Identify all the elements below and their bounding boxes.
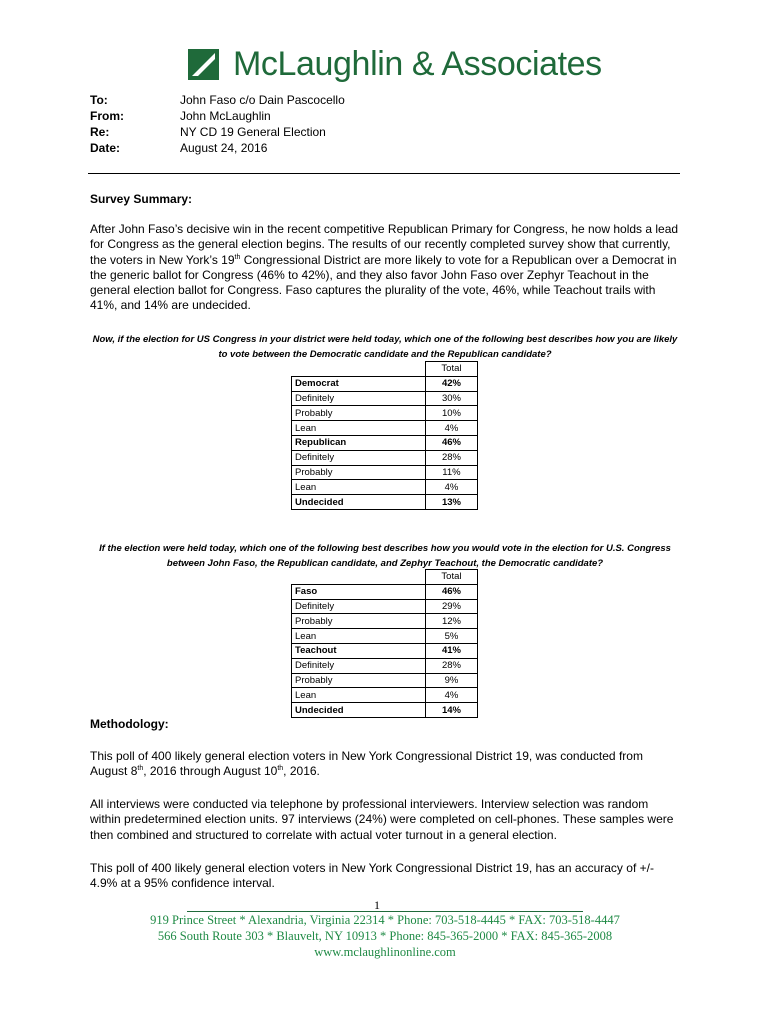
methodology-paragraph-1	[90, 749, 680, 780]
row-label: Probably	[292, 673, 426, 688]
methodology-text-b: , 2016 through August 10	[143, 764, 278, 779]
table-row	[292, 450, 478, 465]
table-row	[292, 643, 478, 658]
row-label: Faso	[292, 584, 426, 599]
question-2-text: If the election were held today, which one of the following best describes how you would vote in the election for U.S. Congress between John Faso, the Republican candidate, and Zephyr Teachout, the Democratic candidate?	[99, 543, 671, 569]
memo-header	[90, 92, 345, 156]
row-value: 46%	[425, 435, 477, 450]
row-label: Definitely	[292, 391, 426, 406]
methodology-text-c: , 2016.	[283, 764, 320, 779]
table-row	[292, 599, 478, 614]
table-row	[292, 421, 478, 436]
memo-from-row	[90, 108, 345, 124]
table-row	[292, 495, 478, 510]
memo-date-label: Date:	[90, 141, 121, 155]
row-value: 28%	[425, 450, 477, 465]
row-value: 9%	[425, 673, 477, 688]
row-label: Lean	[292, 629, 426, 644]
row-value: 13%	[425, 495, 477, 510]
table-header-total: Total	[425, 362, 477, 377]
row-label: Probably	[292, 465, 426, 480]
question-2-table	[291, 569, 478, 718]
row-value: 14%	[425, 703, 477, 718]
row-label: Lean	[292, 688, 426, 703]
row-label: Probably	[292, 614, 426, 629]
row-label: Teachout	[292, 643, 426, 658]
question-1-text: Now, if the election for US Congress in your district were held today, which one of the following best describes how you are likely to vote between the Democratic candidate and the Republican candidate?	[92, 334, 678, 360]
row-label: Democrat	[292, 376, 426, 391]
row-value: 11%	[425, 465, 477, 480]
row-label: Probably	[292, 406, 426, 421]
row-value: 46%	[425, 584, 477, 599]
methodology-sup-2: th	[277, 765, 284, 773]
memo-to-label: To:	[90, 93, 108, 107]
memo-re-label: Re:	[90, 125, 110, 139]
table-row	[292, 391, 478, 406]
table-row	[292, 480, 478, 495]
table-row	[292, 435, 478, 450]
row-value: 10%	[425, 406, 477, 421]
memo-re-row	[90, 124, 345, 140]
row-value: 41%	[425, 643, 477, 658]
logo-mark-icon	[188, 49, 219, 80]
row-value: 4%	[425, 421, 477, 436]
memo-to-value: John Faso c/o Dain Pascocello	[180, 93, 345, 107]
row-label: Undecided	[292, 703, 426, 718]
row-value: 28%	[425, 658, 477, 673]
row-label: Lean	[292, 480, 426, 495]
memo-re-value: NY CD 19 General Election	[180, 125, 326, 139]
row-label: Undecided	[292, 495, 426, 510]
memo-date-row	[90, 140, 345, 156]
methodology-title: Methodology:	[90, 717, 169, 731]
row-value: 5%	[425, 629, 477, 644]
table-header-row	[292, 570, 478, 585]
memo-date-value: August 24, 2016	[180, 141, 268, 155]
row-value: 42%	[425, 376, 477, 391]
row-value: 30%	[425, 391, 477, 406]
summary-text-a: After John Faso’s decisive win in the recent competitive Republican Primary for Congress, he now holds a lead for Congress as the general election begins. The results of our recently completed survey show that currently, the voters in New York’s 19	[90, 222, 679, 267]
table-header-total: Total	[425, 570, 477, 585]
table-row	[292, 629, 478, 644]
summary-text-b: Congressional District are more likely to vote for a Republican over a Democrat in the generic ballot for Congress (46% to 42%), and they also favor John Faso over Zephyr Teachout in the general election ballot for Congress. Faso captures the plurality of the vote, 46%, while Teachout trails with 41%, and 14% are undecided.	[90, 252, 677, 313]
memo-from-value: John McLaughlin	[180, 109, 271, 123]
methodology-paragraph-2: All interviews were conducted via telephone by professional interviewers. Interview selection was random within predetermined election units. 97 interviews (24%) were completed on cell-phones. These samples were then combined and structured to correlate with actual voter turnout in a general election.	[90, 797, 674, 842]
methodology-text-a: This poll of 400 likely general election voters in New York Congressional District 19, was conducted from August 8	[90, 749, 643, 779]
survey-summary-paragraph	[90, 222, 680, 314]
table-row	[292, 584, 478, 599]
footer-address-1: 919 Prince Street * Alexandria, Virginia 22314 * Phone: 703-518-4445 * FAX: 703-518-4447	[150, 913, 620, 927]
row-value: 29%	[425, 599, 477, 614]
footer-website[interactable]: www.mclaughlinonline.com	[314, 945, 456, 959]
table-row	[292, 673, 478, 688]
table-row	[292, 376, 478, 391]
summary-sup: th	[234, 253, 241, 261]
table-header-row	[292, 362, 478, 377]
page-number: 1	[374, 898, 380, 912]
table-row	[292, 658, 478, 673]
methodology-paragraph-3: This poll of 400 likely general election voters in New York Congressional District 19, has an accuracy of +/- 4.9% at a 95% confidence interval.	[90, 861, 654, 891]
memo-from-label: From:	[90, 109, 124, 123]
row-value: 4%	[425, 480, 477, 495]
footer-address-2: 566 South Route 303 * Blauvelt, NY 10913 * Phone: 845-365-2000 * FAX: 845-365-2008	[157, 929, 613, 943]
table-row	[292, 465, 478, 480]
row-label: Definitely	[292, 658, 426, 673]
table-row	[292, 614, 478, 629]
row-label: Definitely	[292, 599, 426, 614]
methodology-sup-1: th	[137, 765, 144, 773]
row-label: Republican	[292, 435, 426, 450]
row-label: Definitely	[292, 450, 426, 465]
company-logo	[188, 44, 602, 84]
table-header-blank	[292, 570, 426, 585]
row-label: Lean	[292, 421, 426, 436]
survey-summary-title: Survey Summary:	[90, 192, 193, 206]
table-row	[292, 703, 478, 718]
row-value: 4%	[425, 688, 477, 703]
row-value: 12%	[425, 614, 477, 629]
memo-to-row	[90, 92, 345, 108]
table-header-blank	[292, 362, 426, 377]
table-row	[292, 406, 478, 421]
table-row	[292, 688, 478, 703]
company-name: McLaughlin & Associates	[233, 45, 602, 83]
header-divider	[88, 173, 680, 174]
question-1-table	[291, 361, 478, 510]
